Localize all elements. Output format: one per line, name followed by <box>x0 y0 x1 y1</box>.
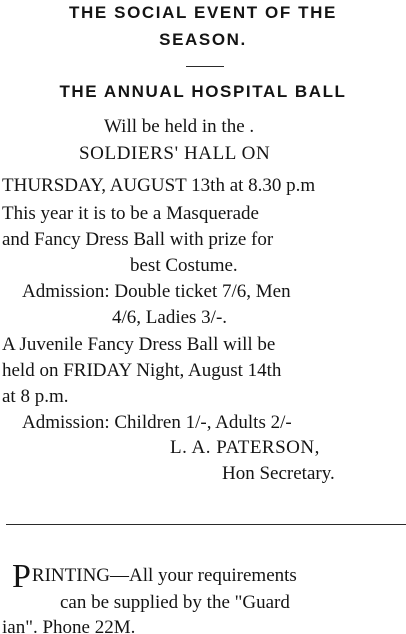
printing-ad-line-1-text: RINTING—All your requirements <box>31 565 297 586</box>
body-line-1: Will be held in the . <box>104 116 255 137</box>
ball-title: THE ANNUAL HOSPITAL BALL <box>59 82 347 101</box>
event-heading-line2: SEASON. <box>159 30 247 49</box>
body-line-7: Admission: Double ticket 7/6, Men <box>22 281 291 302</box>
body-line-10: held on FRIDAY Night, August 14th <box>2 360 282 381</box>
body-line-12: Admission: Children 1/-, Adults 2/- <box>22 412 292 433</box>
event-heading-line1: THE SOCIAL EVENT OF THE <box>69 3 337 22</box>
body-line-5: and Fancy Dress Ball with prize for <box>2 229 274 250</box>
printing-ad-line-1 <box>12 560 297 594</box>
short-divider <box>186 66 224 67</box>
body-line-4: This year it is to be a Masquerade <box>2 203 259 224</box>
secretary-name: L. A. PATERSON, <box>170 437 320 458</box>
body-line-3: THURSDAY, AUGUST 13th at 8.30 p.m <box>2 175 316 196</box>
section-divider <box>6 524 406 525</box>
printing-ad-line-2: can be supplied by the "Guard <box>60 592 290 613</box>
secretary-title: Hon Secretary. <box>222 463 335 484</box>
body-line-6: best Costume. <box>130 255 238 276</box>
body-line-9: A Juvenile Fancy Dress Ball will be <box>2 334 276 355</box>
printing-ad-line-3: ian". Phone 22M. <box>2 617 136 634</box>
body-line-2: SOLDIERS' HALL ON <box>79 143 271 164</box>
printing-dropcap: P <box>12 558 31 595</box>
body-line-11: at 8 p.m. <box>2 386 69 407</box>
body-line-8: 4/6, Ladies 3/-. <box>112 307 228 328</box>
